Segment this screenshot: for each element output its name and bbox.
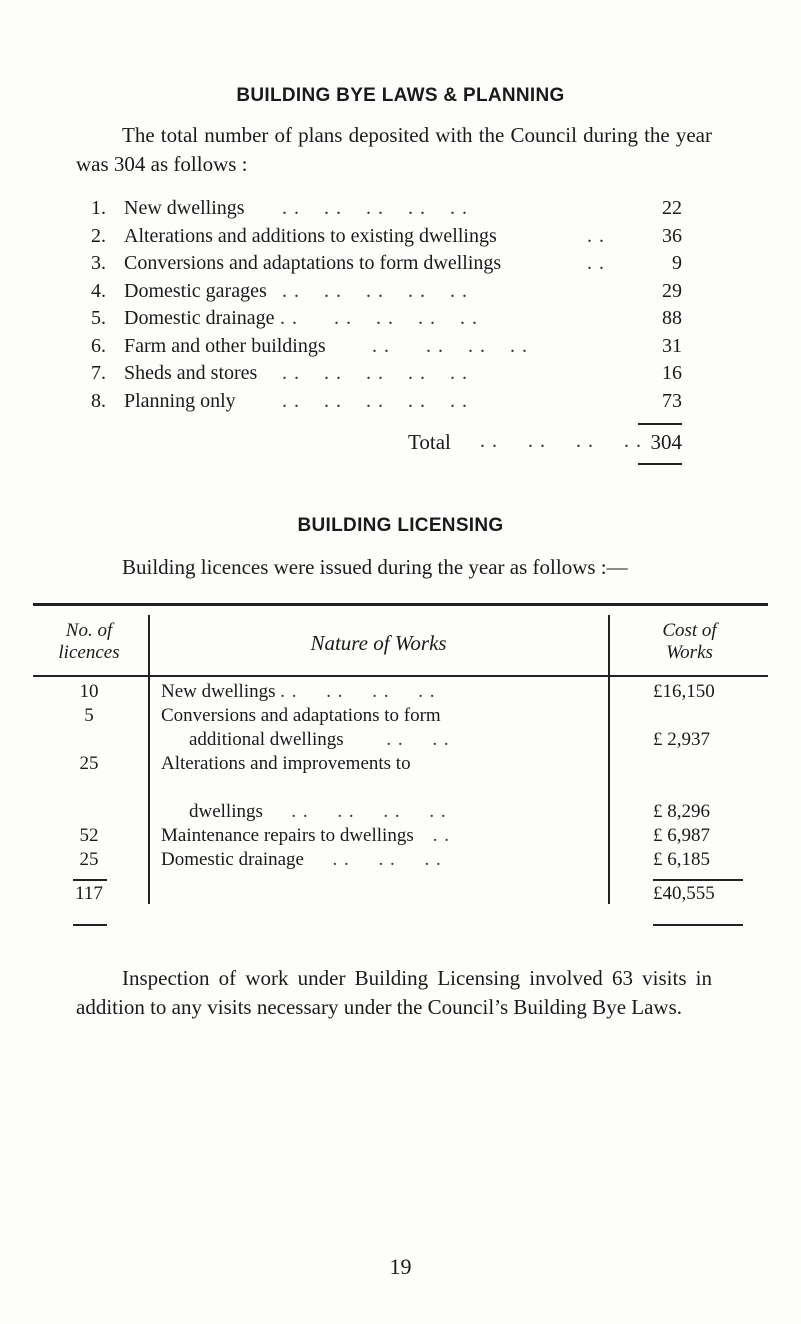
header-licences [33, 620, 145, 664]
table-cell-nature: Alterations and improvements to [161, 753, 411, 774]
table-cell-count: 10 [79, 681, 99, 702]
header-text: Cost of [662, 620, 717, 641]
column-divider [148, 676, 150, 804]
table-cell-cost: £ 6,185 [653, 849, 710, 870]
count-total-rule-bottom [73, 924, 107, 926]
column-divider [608, 676, 610, 804]
list-item [82, 278, 682, 306]
item-label: New dwellings [124, 197, 245, 219]
item-value: 9 [672, 252, 682, 274]
nature-text: Domestic drainage [161, 849, 304, 870]
table-cell-nature-cont: dwellings . . . . . . . . [189, 801, 447, 822]
table-cell-count: 5 [84, 705, 94, 726]
cost-total-rule [653, 879, 743, 881]
column-divider [148, 615, 150, 675]
item-label: Conversions and adaptations to form dwellings [124, 252, 502, 274]
list-item [82, 223, 682, 251]
table-cell-nature: Domestic drainage . . . . . . [161, 849, 442, 870]
table-cell-nature: New dwellings . . . . . . . . [161, 681, 436, 702]
nature-text: additional dwellings [189, 729, 344, 750]
table-body-lower [33, 800, 768, 910]
table-cell-count: 25 [79, 753, 99, 774]
table-top-rule [33, 603, 768, 606]
item-number: 2. [91, 224, 106, 247]
table-body [33, 676, 768, 806]
list-item [82, 305, 682, 333]
column-divider [608, 800, 610, 904]
item-label: Planning only [124, 389, 236, 412]
table-cell-cost: £ 2,937 [653, 729, 710, 750]
leader-dots: . . . . . . . . [372, 334, 528, 357]
item-number: 3. [91, 252, 106, 274]
total-value: 304 [650, 430, 682, 454]
plans-intro-paragraph [76, 121, 712, 179]
leader-dots: . . . . . . . . . . [282, 362, 468, 384]
item-number: 1. [91, 197, 106, 219]
table-cell-nature: Maintenance repairs to dwellings . . [161, 825, 450, 846]
page-number: 19 [389, 1254, 412, 1279]
item-value: 88 [662, 307, 682, 329]
item-number: 5. [91, 307, 106, 329]
item-value: 22 [662, 197, 682, 219]
plans-intro-text: The total number of plans deposited with the Council during the year was 304 as follows : [76, 123, 712, 176]
item-value: 36 [662, 224, 682, 247]
leader-dots: . . . . . . . . . . [282, 389, 468, 412]
table-total-count: 117 [75, 883, 103, 904]
list-item [82, 360, 682, 388]
count-total-rule [73, 879, 107, 881]
nature-text: New dwellings [161, 681, 276, 702]
table-total-cost: £40,555 [653, 883, 715, 904]
item-value: 73 [662, 389, 682, 412]
header-text: Works [666, 642, 713, 663]
item-number: 8. [91, 389, 106, 412]
item-value: 29 [662, 279, 682, 302]
licensing-intro-text: Building licences were issued during the year as follows :— [122, 555, 628, 579]
item-value: 16 [662, 362, 682, 384]
licensing-intro-paragraph [76, 553, 712, 582]
table-cell-nature-cont: additional dwellings . . . . [189, 729, 450, 750]
total-rule-top [638, 423, 682, 425]
table-cell-count: 25 [79, 849, 99, 870]
header-text: No. of [65, 620, 113, 641]
list-item [82, 388, 682, 416]
list-item [82, 195, 682, 223]
item-number: 4. [91, 279, 106, 302]
leader-dots: . . [587, 252, 605, 274]
item-value: 31 [662, 334, 682, 357]
closing-text: Inspection of work under Building Licensing involved 63 visits in addition to any visits necessary under the Council’s Building Bye Laws. [76, 966, 712, 1019]
leader-dots: . . . . . . . . . . [282, 279, 468, 302]
table-cell-cost: £ 8,296 [653, 801, 710, 822]
table-cell-cost: £16,150 [653, 681, 715, 702]
cost-total-rule-bottom [653, 924, 743, 926]
list-item [82, 250, 682, 278]
leader-dots: . . . . . . . . [480, 430, 642, 452]
nature-text: Maintenance repairs to dwellings [161, 825, 414, 846]
table-cell-cost: £ 6,987 [653, 825, 710, 846]
column-divider [608, 615, 610, 675]
item-label: Farm and other buildings [124, 334, 326, 357]
item-number: 7. [91, 362, 106, 384]
list-item [82, 333, 682, 361]
total-rule-bottom [638, 463, 682, 465]
item-label: Domestic drainage [124, 307, 275, 329]
header-nature: Nature of Works [310, 631, 447, 655]
header-text: licences [58, 642, 120, 663]
header-cost [611, 620, 768, 664]
item-label: Domestic garages [124, 279, 267, 302]
section-title-licensing: BUILDING LICENSING [297, 515, 504, 536]
section-title-bye-laws: BUILDING BYE LAWS & PLANNING [236, 85, 565, 106]
leader-dots: . . [587, 224, 605, 247]
item-label: Sheds and stores [124, 362, 258, 384]
column-divider [148, 800, 150, 904]
item-number: 6. [91, 334, 106, 357]
table-cell-count: 52 [79, 825, 99, 846]
closing-paragraph [76, 964, 712, 1022]
nature-text: dwellings [189, 801, 263, 822]
item-label: Alterations and additions to existing dwellings [124, 224, 497, 247]
leader-dots: . . . . . . . . . . [282, 197, 468, 219]
leader-dots: . . . . . . . . . . [280, 307, 478, 329]
table-cell-nature: Conversions and adaptations to form [161, 705, 441, 726]
plans-list [82, 195, 682, 415]
total-label: Total [408, 430, 451, 454]
